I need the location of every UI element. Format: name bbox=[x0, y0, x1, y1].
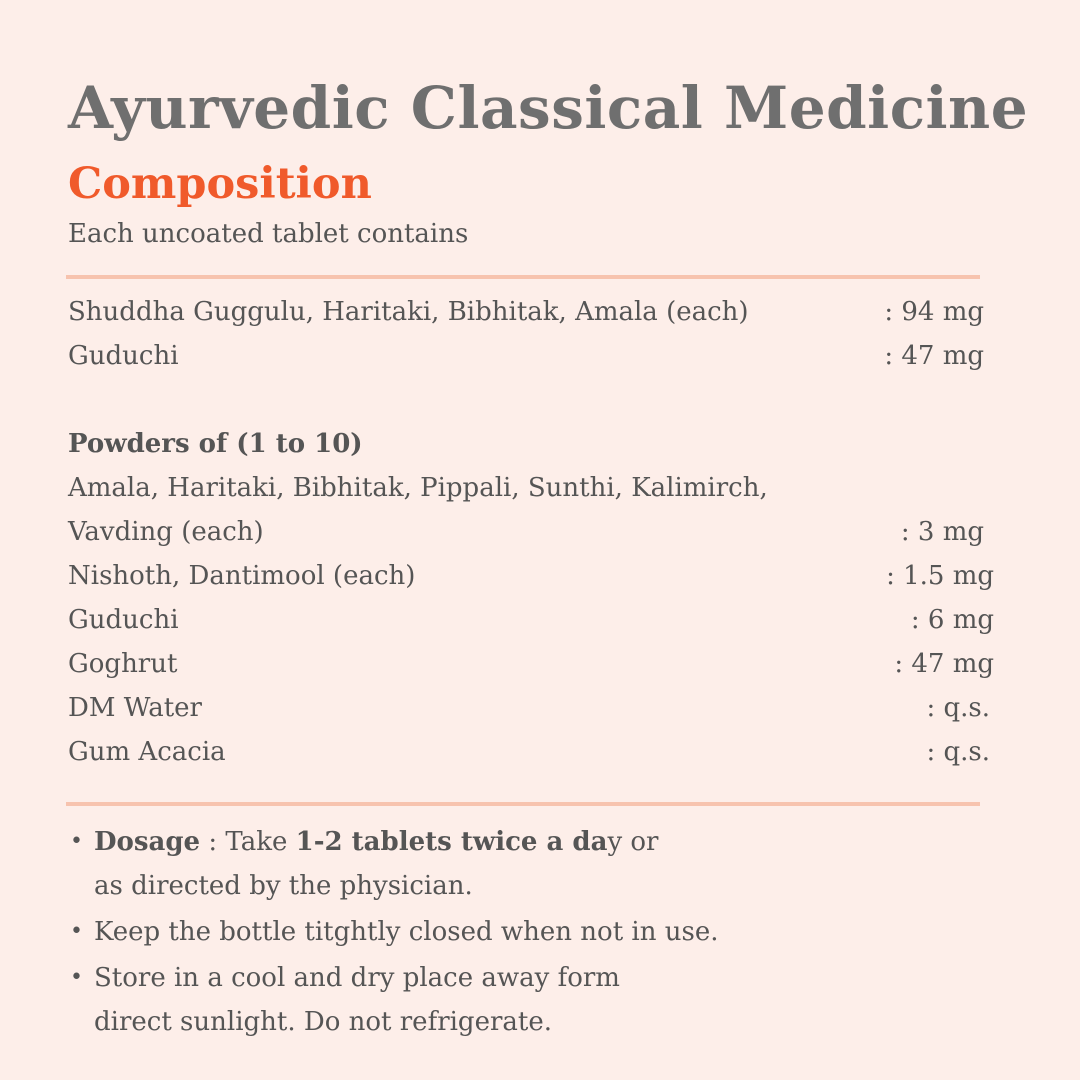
page-title: Ayurvedic Classical Medicine bbox=[68, 74, 1029, 142]
ingredient-name: Gum Acacia bbox=[68, 737, 226, 767]
ingredient-name: Amala, Haritaki, Bibhitak, Pippali, Sunthi, Kalimirch, bbox=[68, 473, 768, 503]
ingredient-name: Vavding (each) bbox=[68, 517, 264, 547]
dosage-amount: 1-2 tablets twice a da bbox=[295, 827, 608, 857]
ingredient-qty: : q.s. bbox=[926, 693, 990, 723]
dosage-label: Dosage bbox=[94, 827, 201, 857]
storage-item bbox=[70, 910, 770, 954]
dosage-line2: as directed by the physician. bbox=[94, 871, 473, 901]
ingredient-name: Nishoth, Dantimool (each) bbox=[68, 561, 416, 591]
ingredient-row bbox=[68, 510, 994, 554]
bullet-icon: • bbox=[70, 919, 83, 944]
ingredient-qty: : 47 mg bbox=[894, 649, 994, 679]
ingredient-row bbox=[68, 554, 994, 598]
ingredient-qty: : 6 mg bbox=[910, 605, 994, 635]
ingredient-row bbox=[68, 686, 994, 730]
top-divider bbox=[66, 275, 980, 279]
intro-text: Each uncoated tablet contains bbox=[68, 219, 469, 249]
ingredient-row bbox=[68, 642, 994, 686]
store-item bbox=[70, 956, 770, 1044]
section-title-composition: Composition bbox=[68, 159, 372, 209]
dosage-rest: y or bbox=[607, 827, 659, 857]
ingredient-qty: : q.s. bbox=[926, 737, 990, 767]
powders-heading-row bbox=[68, 422, 994, 466]
ingredient-name: Guduchi bbox=[68, 605, 179, 635]
ingredient-qty: : 1.5 mg bbox=[886, 561, 994, 591]
ingredient-name: Shuddha Guggulu, Haritaki, Bibhitak, Amala (each) bbox=[68, 297, 749, 327]
bottom-divider bbox=[66, 802, 980, 806]
bullet-icon: • bbox=[70, 829, 83, 854]
ingredient-qty: : 94 mg bbox=[884, 297, 984, 327]
ingredient-qty: : 47 mg bbox=[884, 341, 984, 371]
ingredient-row bbox=[68, 334, 994, 378]
ingredient-name: Guduchi bbox=[68, 341, 179, 371]
powders-heading: Powders of (1 to 10) bbox=[68, 429, 363, 459]
ingredient-row bbox=[68, 290, 994, 334]
ingredient-name: Goghrut bbox=[68, 649, 178, 679]
ingredient-row bbox=[68, 730, 994, 774]
dosage-separator: : Take bbox=[200, 827, 296, 857]
instructions-list bbox=[70, 820, 770, 1046]
ingredient-qty: : 3 mg bbox=[900, 517, 984, 547]
store-line1: Store in a cool and dry place away form bbox=[94, 963, 620, 993]
bullet-icon: • bbox=[70, 965, 83, 990]
dosage-item bbox=[70, 820, 770, 908]
ingredient-name: DM Water bbox=[68, 693, 202, 723]
store-line2: direct sunlight. Do not refrigerate. bbox=[94, 1007, 552, 1037]
ingredient-row bbox=[68, 598, 994, 642]
ingredient-row bbox=[68, 466, 994, 510]
keep-closed-text: Keep the bottle titghtly closed when not in use. bbox=[94, 917, 719, 947]
